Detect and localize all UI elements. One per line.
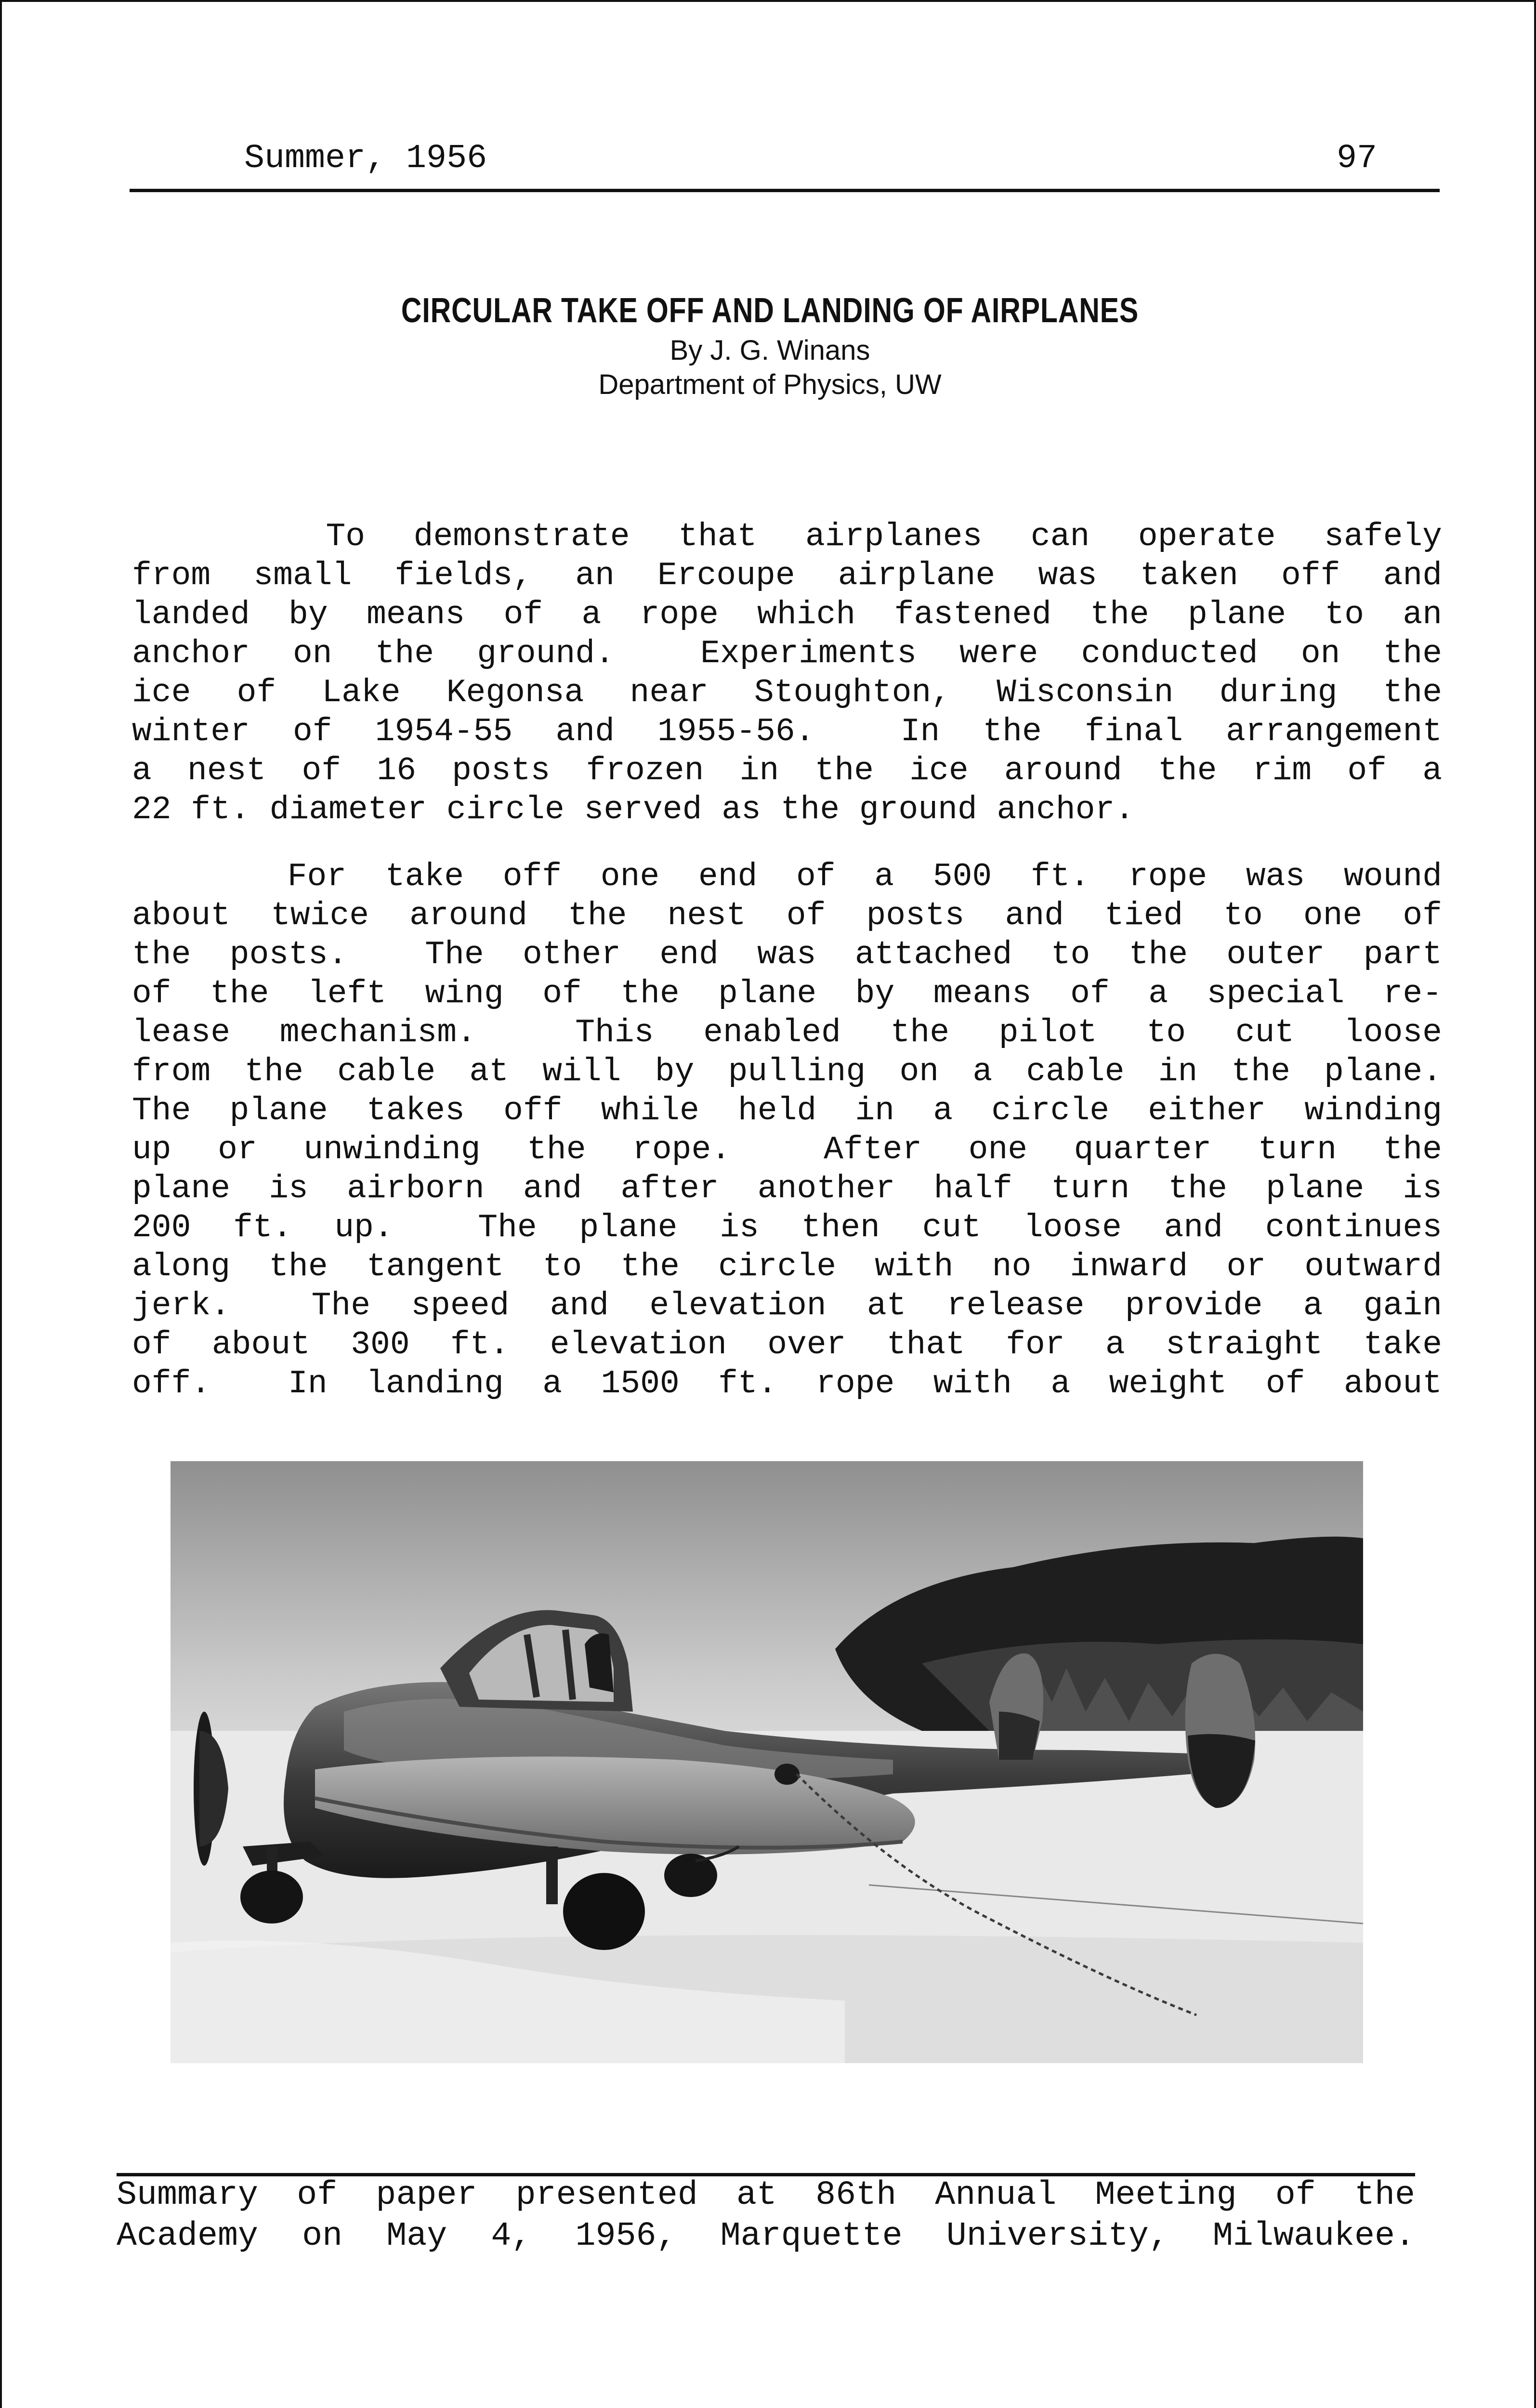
text-line: along the tangent to the circle with no inward or outward bbox=[132, 1248, 1442, 1285]
text-line: plane is airborn and after another half turn the plane is bbox=[132, 1170, 1442, 1207]
text-line: For take off one end of a 500 ft. rope was wound bbox=[132, 858, 1442, 895]
article-heading bbox=[2, 291, 1536, 401]
footnote-line: Summary of paper presented at 86th Annual Meeting of the bbox=[117, 2176, 1415, 2214]
text-line: ice of Lake Kegonsa near Stoughton, Wisconsin during the bbox=[132, 674, 1442, 711]
page-number: 97 bbox=[1336, 140, 1377, 178]
text-line: The plane takes off while held in a circle either winding bbox=[132, 1092, 1442, 1129]
text-line: winter of 1954-55 and 1955-56. In the final arrangement bbox=[132, 713, 1442, 750]
text-line: To demonstrate that airplanes can operate safely bbox=[132, 518, 1442, 555]
running-header bbox=[130, 136, 1440, 192]
text-line: of the left wing of the plane by means of a special re- bbox=[132, 975, 1442, 1012]
text-line: up or unwinding the rope. After one quarter turn the bbox=[132, 1131, 1442, 1168]
article-title: CIRCULAR TAKE OFF AND LANDING OF AIRPLANES bbox=[401, 291, 1139, 330]
author-affiliation: Department of Physics, UW bbox=[598, 369, 942, 400]
text-line: the posts. The other end was attached to the outer part bbox=[132, 936, 1442, 973]
text-line: from the cable at will by pulling on a cable in the plane. bbox=[132, 1053, 1442, 1090]
footnote-line: Academy on May 4, 1956, Marquette University, Milwaukee. bbox=[117, 2217, 1415, 2255]
paragraph-2 bbox=[132, 857, 1442, 1403]
footnote bbox=[117, 2175, 1415, 2257]
text-line: anchor on the ground. Experiments were conducted on the bbox=[132, 635, 1442, 672]
journal-date: Summer, 1956 bbox=[244, 140, 487, 178]
text-line: off. In landing a 1500 ft. rope with a weight of about bbox=[132, 1365, 1442, 1402]
text-line: jerk. The speed and elevation at release provide a gain bbox=[132, 1287, 1442, 1324]
airplane-photo-drawing bbox=[171, 1461, 1363, 2063]
text-line: 200 ft. up. The plane is then cut loose and continues bbox=[132, 1209, 1442, 1246]
article-author: By J. G. Winans bbox=[670, 335, 870, 366]
text-line: a nest of 16 posts frozen in the ice around the rim of a bbox=[132, 752, 1442, 789]
text-line: landed by means of a rope which fastened the plane to an bbox=[132, 596, 1442, 633]
airplane-photo bbox=[171, 1461, 1363, 2063]
paragraph-1 bbox=[132, 517, 1442, 829]
text-line: 22 ft. diameter circle served as the ground anchor. bbox=[132, 791, 1135, 828]
text-line: from small fields, an Ercoupe airplane was taken off and bbox=[132, 557, 1442, 594]
text-line: of about 300 ft. elevation over that for a straight take bbox=[132, 1326, 1442, 1363]
text-line: lease mechanism. This enabled the pilot to cut loose bbox=[132, 1014, 1442, 1051]
text-line: about twice around the nest of posts and tied to one of bbox=[132, 897, 1442, 934]
